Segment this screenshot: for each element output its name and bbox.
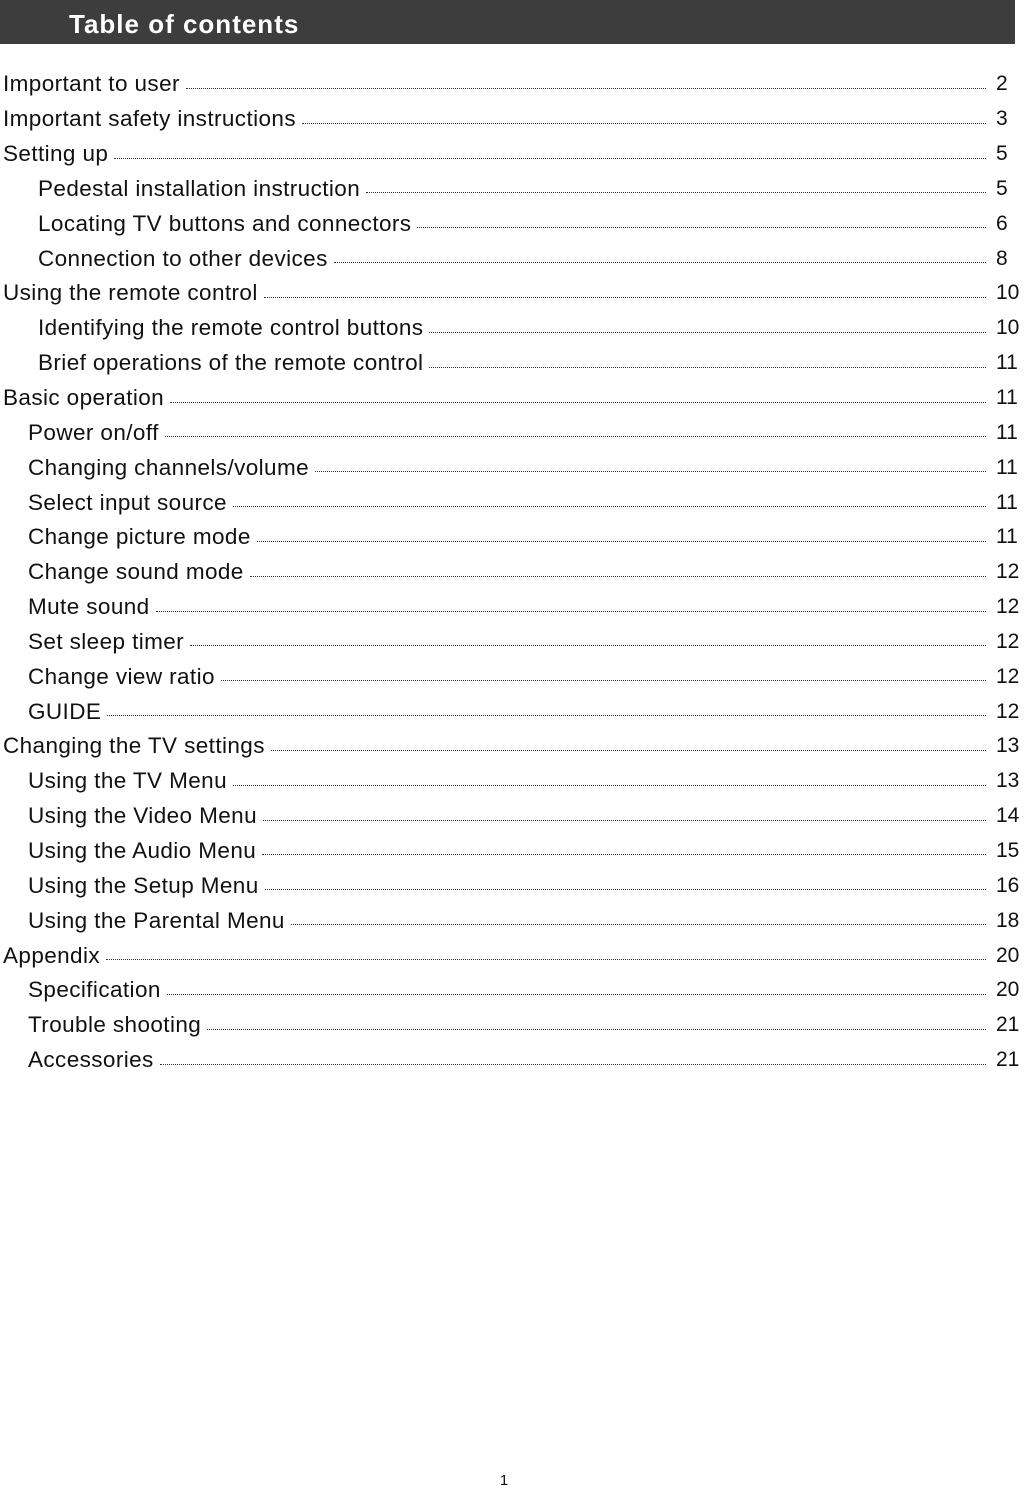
toc-entry-title: Set sleep timer <box>28 628 185 654</box>
dot-leader <box>114 158 986 159</box>
toc-entry-title: Power on/off <box>28 419 159 445</box>
toc-entry[interactable] <box>0 520 1028 555</box>
dot-leader <box>264 297 986 298</box>
dot-leader <box>262 854 986 855</box>
dot-leader <box>190 645 986 646</box>
toc-entry[interactable] <box>0 311 1028 346</box>
dot-leader <box>265 889 986 890</box>
dot-leader <box>271 750 986 751</box>
toc-entry[interactable] <box>0 206 1028 241</box>
toc-entry-title: Appendix <box>3 942 101 968</box>
toc-entry[interactable] <box>0 485 1028 520</box>
toc-entry-page: 18 <box>996 908 1020 932</box>
dot-leader <box>366 192 986 193</box>
toc-entry-title: Change view ratio <box>28 663 215 689</box>
toc-entry-title: Setting up <box>3 141 109 167</box>
toc-entry-title: Accessories <box>28 1047 154 1073</box>
toc-entry-page: 5 <box>996 142 1008 166</box>
dot-leader <box>291 924 986 925</box>
dot-leader <box>417 227 986 228</box>
toc-entry-page: 2 <box>996 72 1008 96</box>
toc-entry-page: 11 <box>996 490 1018 514</box>
toc-entry-title: Trouble shooting <box>28 1012 202 1038</box>
toc-entry[interactable] <box>0 938 1028 973</box>
toc-entry-page: 14 <box>996 804 1020 828</box>
toc-entry[interactable] <box>0 868 1028 903</box>
toc-entry-page: 12 <box>996 629 1020 653</box>
toc-entry-title: GUIDE <box>28 698 102 724</box>
dot-leader <box>221 680 986 681</box>
toc-entry-title: Specification <box>28 977 161 1003</box>
dot-leader <box>250 576 986 577</box>
toc-entry-title: Important safety instructions <box>3 106 296 132</box>
toc-entry-page: 5 <box>996 176 1008 200</box>
toc-entry-page: 12 <box>996 664 1020 688</box>
toc-entry-title: Change picture mode <box>28 524 251 550</box>
toc-entry-page: 21 <box>996 1013 1020 1037</box>
toc-entry-page: 13 <box>996 734 1020 758</box>
toc-entry-page: 10 <box>996 281 1020 305</box>
dot-leader <box>302 123 986 124</box>
dot-leader <box>160 1064 986 1065</box>
toc-entry-title: Changing channels/volume <box>28 454 310 480</box>
toc-entry[interactable] <box>0 1008 1028 1043</box>
dot-leader <box>170 402 986 403</box>
toc-entry[interactable] <box>0 694 1028 729</box>
toc-entry-title: Brief operations of the remote control <box>38 350 424 376</box>
toc-entry-title: Select input source <box>28 489 227 515</box>
dot-leader <box>233 785 986 786</box>
toc-entry[interactable] <box>0 973 1028 1008</box>
toc-entry[interactable] <box>0 450 1028 485</box>
dot-leader <box>263 820 986 821</box>
toc-entry-page: 16 <box>996 873 1020 897</box>
toc-entry-page: 11 <box>996 420 1018 444</box>
toc-entry[interactable] <box>0 764 1028 799</box>
toc-entry-title: Using the TV Menu <box>28 768 227 794</box>
toc-entry-page: 12 <box>996 560 1020 584</box>
toc-entry[interactable] <box>0 276 1028 311</box>
toc-entry-title: Pedestal installation instruction <box>38 175 361 201</box>
toc-entry-title: Important to user <box>3 71 180 97</box>
toc-entry-page: 3 <box>996 107 1008 131</box>
toc-entry-title: Change sound mode <box>28 559 244 585</box>
dot-leader <box>233 506 986 507</box>
table-of-contents <box>0 67 1028 1077</box>
toc-entry-page: 12 <box>996 699 1020 723</box>
toc-entry[interactable] <box>0 834 1028 869</box>
header-bar <box>0 0 1015 44</box>
dot-leader <box>429 367 986 368</box>
toc-entry-title: Identifying the remote control buttons <box>38 315 424 341</box>
toc-entry[interactable] <box>0 625 1028 660</box>
page-title: Table of contents <box>69 9 300 39</box>
toc-entry[interactable] <box>0 102 1028 137</box>
toc-entry[interactable] <box>0 1043 1028 1078</box>
toc-entry[interactable] <box>0 137 1028 172</box>
toc-entry[interactable] <box>0 415 1028 450</box>
toc-entry-page: 11 <box>996 525 1018 549</box>
toc-entry[interactable] <box>0 903 1028 938</box>
dot-leader <box>156 611 986 612</box>
toc-entry-title: Mute sound <box>28 594 150 620</box>
dot-leader <box>186 88 986 89</box>
toc-entry-title: Using the Setup Menu <box>28 872 259 898</box>
toc-entry[interactable] <box>0 172 1028 207</box>
toc-entry[interactable] <box>0 659 1028 694</box>
toc-entry-page: 20 <box>996 943 1020 967</box>
dot-leader <box>315 471 986 472</box>
dot-leader <box>165 436 986 437</box>
toc-entry-page: 21 <box>996 1048 1020 1072</box>
toc-entry-title: Locating TV buttons and connectors <box>38 210 412 236</box>
toc-entry-page: 8 <box>996 246 1008 270</box>
toc-entry[interactable] <box>0 590 1028 625</box>
toc-entry-page: 6 <box>996 211 1008 235</box>
dot-leader <box>429 332 986 333</box>
toc-entry-page: 12 <box>996 595 1020 619</box>
page-number: 1 <box>499 1472 509 1489</box>
toc-entry[interactable] <box>0 799 1028 834</box>
toc-entry-page: 15 <box>996 838 1020 862</box>
dot-leader <box>107 715 986 716</box>
toc-entry-title: Using the Video Menu <box>28 803 257 829</box>
dot-leader <box>167 994 986 995</box>
toc-entry[interactable] <box>0 555 1028 590</box>
toc-entry-page: 20 <box>996 978 1020 1002</box>
toc-entry-page: 11 <box>996 386 1018 410</box>
toc-entry-title: Connection to other devices <box>38 245 328 271</box>
toc-entry-title: Using the remote control <box>3 280 258 306</box>
toc-entry[interactable] <box>0 381 1028 416</box>
toc-entry-title: Using the Audio Menu <box>28 837 257 863</box>
toc-entry[interactable] <box>0 67 1028 102</box>
dot-leader <box>334 262 986 263</box>
toc-entry-page: 11 <box>996 455 1018 479</box>
dot-leader <box>207 1029 986 1030</box>
toc-entry[interactable] <box>0 346 1028 381</box>
toc-entry-page: 13 <box>996 769 1020 793</box>
dot-leader <box>257 541 986 542</box>
toc-entry-page: 10 <box>996 316 1020 340</box>
toc-entry-title: Changing the TV settings <box>3 733 265 759</box>
toc-entry-title: Basic operation <box>3 385 165 411</box>
dot-leader <box>106 959 986 960</box>
toc-entry-title: Using the Parental Menu <box>28 907 285 933</box>
toc-entry-page: 11 <box>996 351 1018 375</box>
toc-entry[interactable] <box>0 241 1028 276</box>
toc-entry[interactable] <box>0 729 1028 764</box>
